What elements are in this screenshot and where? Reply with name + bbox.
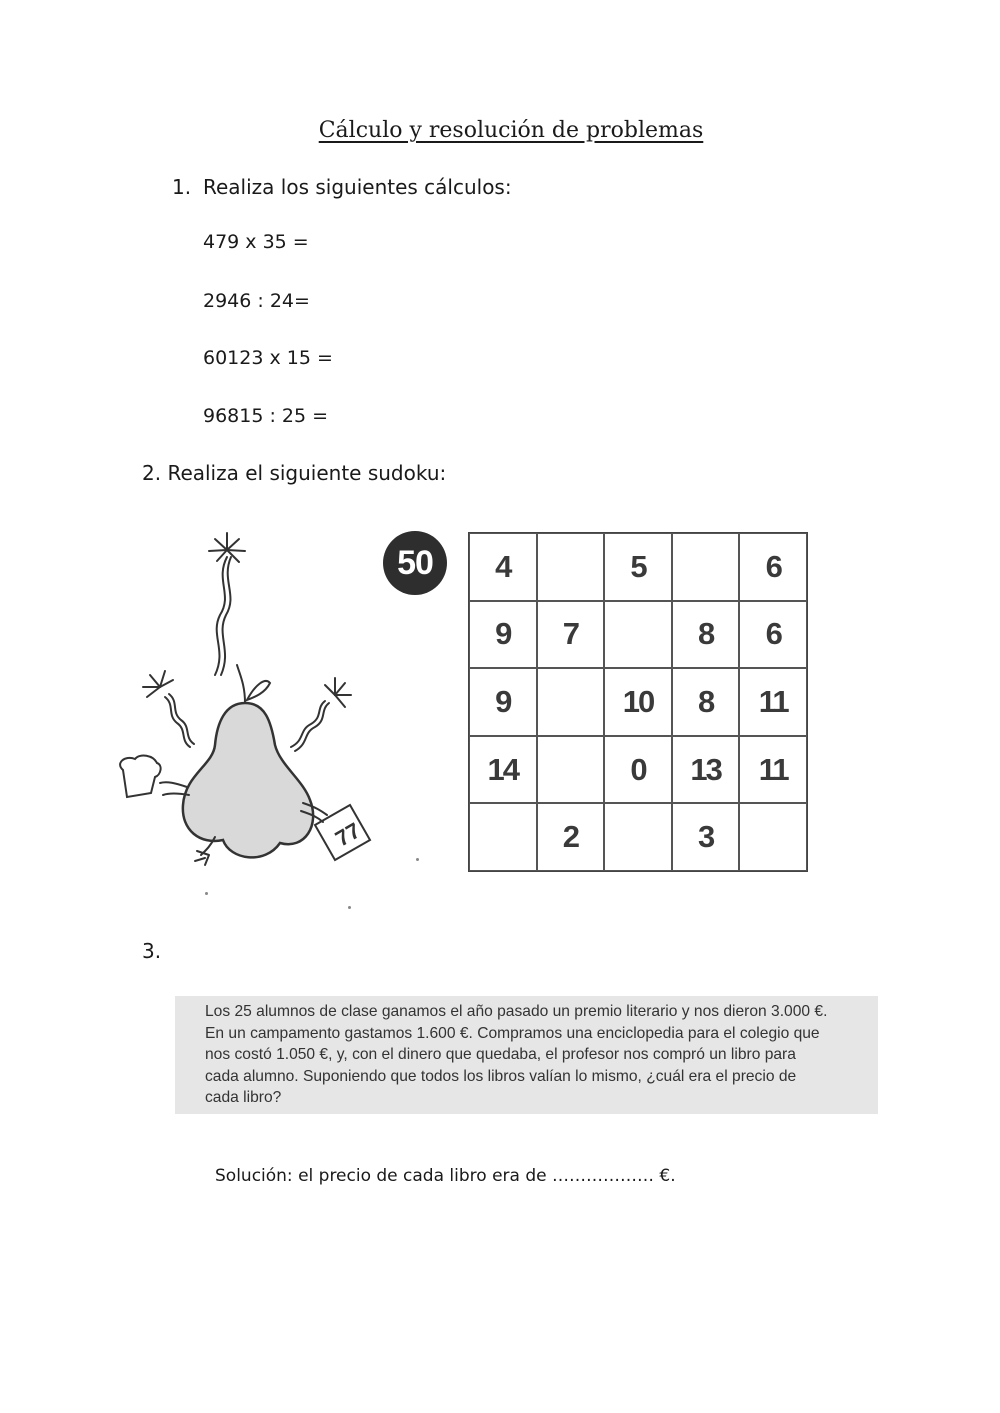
question-1-number: 1.: [172, 175, 192, 199]
sudoku-cell[interactable]: 3: [672, 803, 740, 871]
sudoku-cell[interactable]: 11: [739, 668, 807, 736]
sudoku-cell[interactable]: 6: [739, 533, 807, 601]
sudoku-cell[interactable]: 7: [537, 601, 605, 669]
firework-right: [291, 678, 351, 751]
sudoku-cell[interactable]: 13: [672, 736, 740, 804]
firework-left: [143, 671, 194, 747]
sudoku-cell[interactable]: 9: [469, 601, 537, 669]
question-3-heading: 3.: [142, 939, 162, 963]
sudoku-cell[interactable]: [672, 533, 740, 601]
scan-speck: [205, 892, 208, 895]
page-title: Cálculo y resolución de problemas: [318, 118, 704, 143]
problem-line: cada libro?: [205, 1089, 282, 1106]
problem-line: En un campamento gastamos 1.600 €. Compramos una enciclopedia para el colegio que: [205, 1024, 820, 1042]
calculation-1: 479 x 35 =: [203, 231, 309, 253]
firework-top: [209, 533, 245, 675]
sudoku-cell[interactable]: 11: [739, 736, 807, 804]
sudoku-cell[interactable]: [604, 601, 672, 669]
scan-speck: [416, 858, 419, 861]
calculation-3: 60123 x 15 =: [203, 347, 333, 369]
sudoku-cell[interactable]: 2: [537, 803, 605, 871]
sudoku-cell[interactable]: 4: [469, 533, 537, 601]
sudoku-cell[interactable]: 10: [604, 668, 672, 736]
calculation-2: 2946 : 24=: [203, 290, 310, 312]
sudoku-grid: [468, 532, 808, 872]
sudoku-cell[interactable]: 5: [604, 533, 672, 601]
calculation-4: 96815 : 25 =: [203, 405, 329, 427]
question-1-heading: [172, 175, 512, 199]
problem-statement: [175, 996, 878, 1114]
question-2-heading: 2. Realiza el siguiente sudoku:: [142, 461, 447, 485]
problem-line: Los 25 alumnos de clase ganamos el año pasado un premio literario y nos dieron 3.000 €.: [205, 1003, 828, 1020]
sudoku-cell[interactable]: [469, 803, 537, 871]
sudoku-cell[interactable]: 8: [672, 601, 740, 669]
pear-fireworks-illustration: [105, 525, 435, 910]
sudoku-cell[interactable]: 14: [469, 736, 537, 804]
scan-speck: [348, 906, 351, 909]
solution-line: Solución: el precio de cada libro era de ……………… €.: [215, 1166, 676, 1186]
sudoku-cell[interactable]: [537, 533, 605, 601]
puzzle-number-badge: 50: [383, 531, 447, 595]
problem-line: cada alumno. Suponiendo que todos los libros valían lo mismo, ¿cuál era el precio de: [205, 1067, 797, 1085]
sudoku-cell[interactable]: [537, 668, 605, 736]
question-1-text: Realiza los siguientes cálculos:: [203, 175, 512, 199]
sudoku-cell[interactable]: 0: [604, 736, 672, 804]
sudoku-cell[interactable]: 6: [739, 601, 807, 669]
pear-body: [183, 703, 313, 857]
sudoku-cell[interactable]: 9: [469, 668, 537, 736]
sudoku-cell[interactable]: [604, 803, 672, 871]
problem-line: nos costó 1.050 €, y, con el dinero que quedaba, el profesor nos compró un libro para: [205, 1046, 796, 1063]
sudoku-cell[interactable]: 8: [672, 668, 740, 736]
sudoku-cell[interactable]: [739, 803, 807, 871]
sudoku-cell[interactable]: [537, 736, 605, 804]
sign-number: 77: [330, 817, 365, 852]
